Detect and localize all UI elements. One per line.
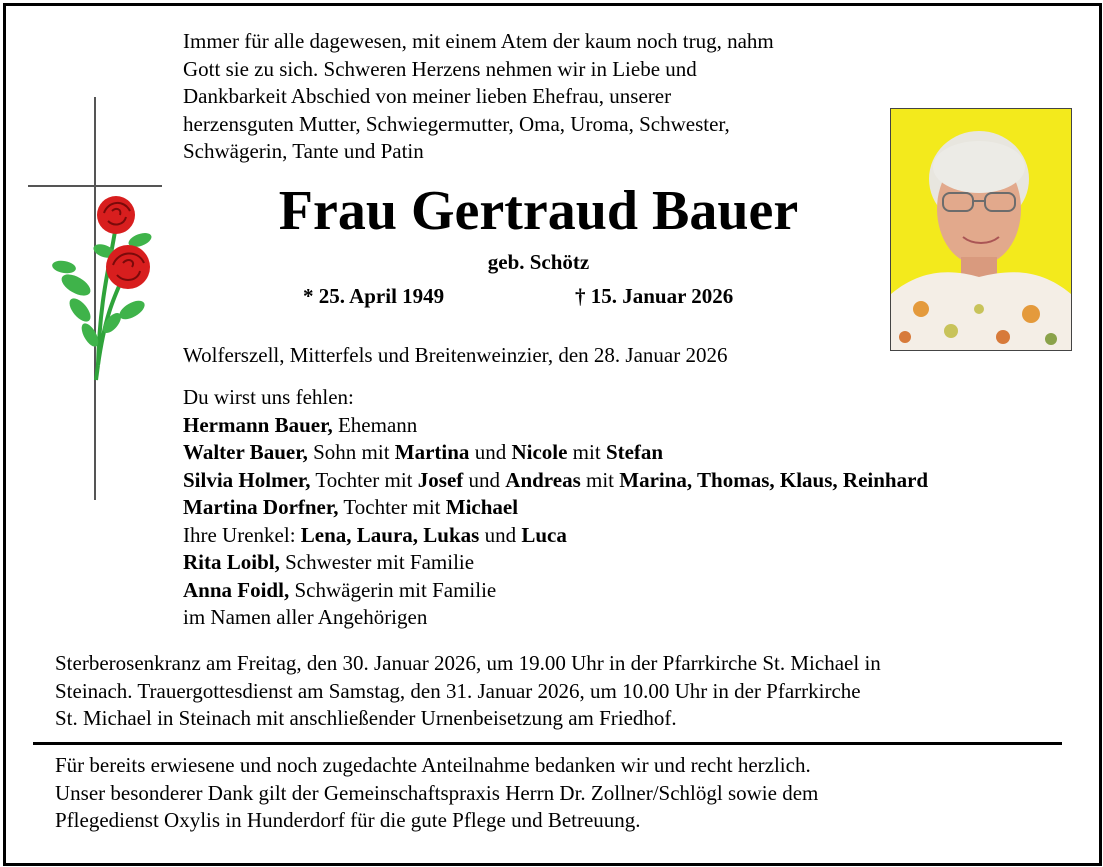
- mourner-text: mit: [580, 467, 620, 492]
- mourner-line: [183, 439, 928, 467]
- mourner-name: Martina: [394, 440, 470, 464]
- cross-with-roses-icon: [20, 95, 170, 505]
- intro-line: Schwägerin, Tante und Patin: [183, 139, 424, 163]
- thanks-text: [55, 752, 818, 835]
- intro-line: Immer für alle dagewesen, mit einem Atem der kaum noch trug, nahm: [183, 29, 774, 53]
- service-line: Steinach. Trauergottesdienst am Samstag, den 31. Januar 2026, um 10.00 Uhr in der Pfarrkirche: [55, 678, 861, 703]
- mourner-text: Ihre Urenkel:: [183, 522, 301, 547]
- place-date: Wolferszell, Mitterfels und Breitenweinzier, den 28. Januar 2026: [183, 343, 728, 367]
- service-line: St. Michael in Steinach mit anschließender Urnenbeisetzung am Friedhof.: [55, 706, 677, 730]
- service-line: Sterberosenkranz am Freitag, den 30. Januar 2026, um 19.00 Uhr in der Pfarrkirche St. Michael in: [55, 651, 881, 675]
- mourner-name: Josef: [417, 467, 464, 492]
- mourner-name: Lena, Laura, Lukas: [300, 522, 480, 547]
- mourner-line: [183, 467, 928, 495]
- intro-line: Gott sie zu sich. Schweren Herzens nehmen wir in Liebe und: [183, 56, 697, 81]
- thanks-line: Unser besonderer Dank gilt der Gemeinschaftspraxis Herrn Dr. Zollner/Schlögl sowie dem: [55, 780, 819, 805]
- intro-line: Dankbarkeit Abschied von meiner lieben Ehefrau, unserer: [183, 84, 672, 108]
- intro-line: herzensguten Mutter, Schwiegermutter, Oma, Uroma, Schwester,: [183, 111, 730, 136]
- divider: [33, 742, 1062, 745]
- mourner-name: Andreas: [505, 467, 581, 492]
- mourner-name: Stefan: [605, 440, 664, 464]
- mourner-text: und: [479, 522, 522, 547]
- mourner-text: Tochter mit: [310, 467, 418, 492]
- mourner-role: Schwester mit Familie: [279, 550, 475, 574]
- mourner-line: [183, 494, 928, 522]
- mourner-name: Rita Loibl,: [183, 550, 280, 574]
- mourner-text: und: [469, 440, 512, 464]
- portrait-photo: [890, 108, 1072, 351]
- mourners-closing: im Namen aller Angehörigen: [183, 605, 428, 629]
- portrait-illustration: [891, 109, 1071, 350]
- thanks-line: Pflegedienst Oxylis in Hunderdorf für die gute Pflege und Betreuung.: [55, 808, 641, 832]
- mourner-name: Nicole: [511, 440, 568, 464]
- deceased-name: Frau Gertraud Bauer: [278, 180, 799, 242]
- mourner-line: [183, 577, 928, 605]
- service-info: [55, 650, 881, 733]
- mourner-line: [183, 549, 928, 577]
- mourner-name: Hermann Bauer,: [183, 412, 333, 437]
- thanks-line: Für bereits erwiesene und noch zugedachte Anteilnahme bedanken wir und recht herzlich.: [55, 753, 811, 777]
- mourner-text: mit: [567, 440, 606, 464]
- mourner-name: Silvia Holmer,: [183, 467, 311, 492]
- mourner-role: Ehemann: [332, 412, 418, 437]
- mourner-text: Sohn mit: [307, 440, 395, 464]
- birth-date: * 25. April 1949: [303, 284, 445, 308]
- mourner-role: Schwägerin mit Familie: [289, 577, 497, 602]
- mourner-text: und: [463, 467, 506, 492]
- mourner-name: Michael: [445, 495, 519, 519]
- mourner-text: Tochter mit: [338, 495, 446, 519]
- mourners-list: [183, 384, 928, 632]
- mourner-name: Luca: [521, 522, 567, 547]
- mourner-name: Anna Foidl,: [183, 577, 290, 602]
- death-date: † 15. Januar 2026: [575, 284, 734, 308]
- mourner-name: Marina, Thomas, Klaus, Reinhard: [619, 467, 929, 492]
- mourner-name: Martina Dorfner,: [183, 495, 339, 519]
- mourners-intro: Du wirst uns fehlen:: [183, 385, 354, 409]
- mourner-line: [183, 522, 928, 550]
- mourner-name: Walter Bauer,: [183, 440, 308, 464]
- mourner-line: [183, 412, 928, 440]
- birth-name: geb. Schötz: [487, 250, 590, 274]
- intro-text: [183, 28, 774, 166]
